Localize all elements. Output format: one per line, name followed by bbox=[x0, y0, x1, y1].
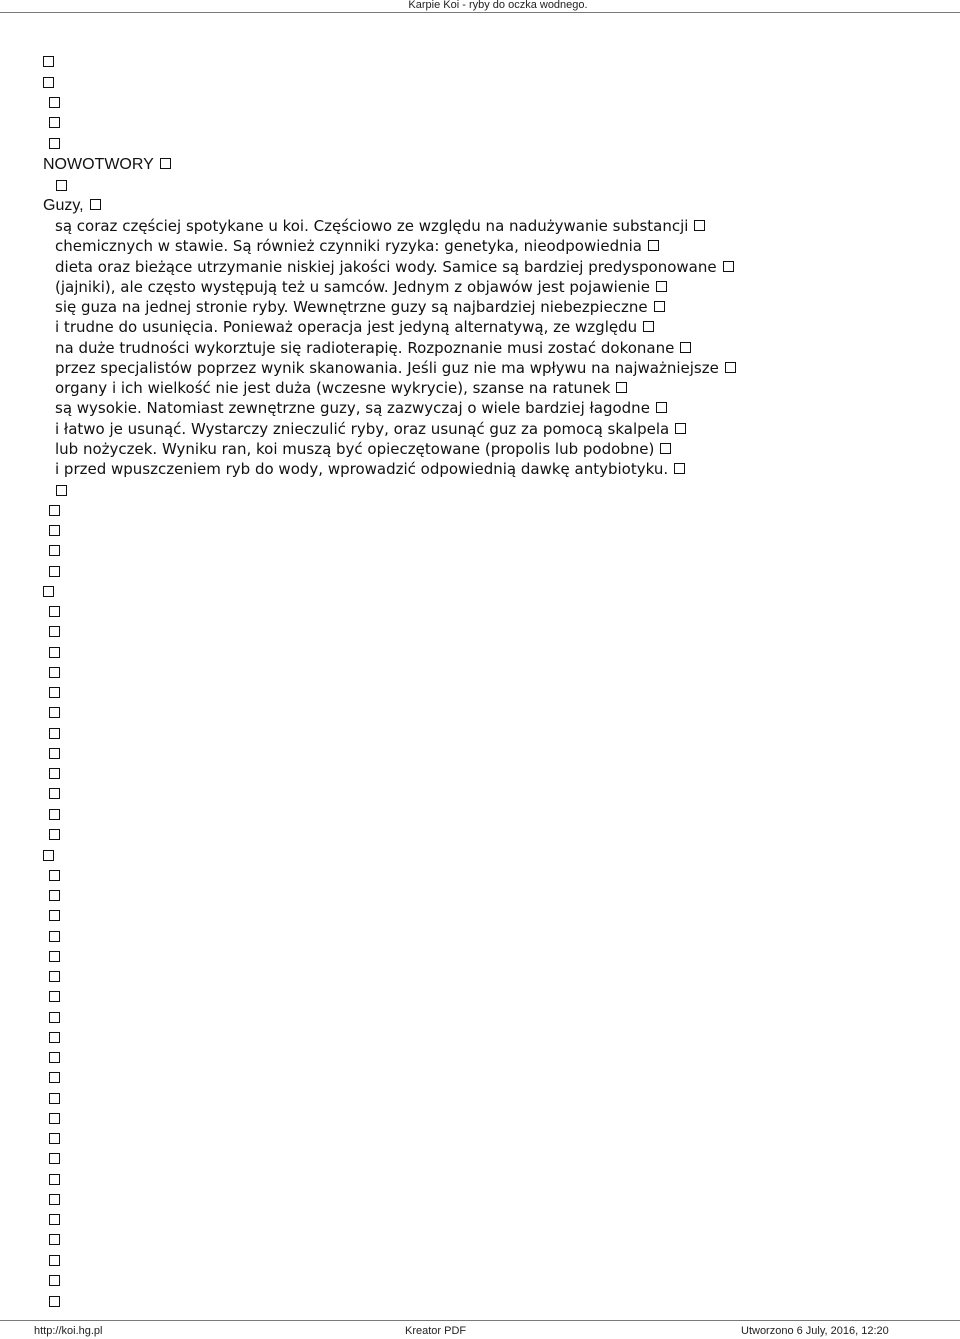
lead-text: Guzy, bbox=[43, 197, 84, 214]
header-title: Karpie Koi - ryby do oczka wodnego. bbox=[408, 0, 588, 11]
placeholder-box bbox=[675, 423, 686, 434]
placeholder-box bbox=[160, 158, 171, 169]
paragraph-line: przez specjalistów poprzez wynik skanowania. Jeśli guz nie ma wpływu na najważniejsze bbox=[55, 358, 736, 378]
paragraph-line: są wysokie. Natomiast zewnętrzne guzy, są zazwyczaj o wiele bardziej łagodne bbox=[55, 398, 667, 418]
placeholder-box bbox=[90, 199, 101, 210]
paragraph-line: i trudne do usunięcia. Ponieważ operacja jest jedyną alternatywą, ze względu bbox=[55, 317, 654, 337]
footer-creator: Kreator PDF bbox=[405, 1325, 467, 1337]
section-heading bbox=[43, 155, 171, 175]
placeholder-box bbox=[656, 281, 667, 292]
paragraph-line: i przed wpuszczeniem ryb do wody, wprowadzić odpowiednią dawkę antybiotyku. bbox=[55, 459, 685, 479]
footer-url: http://koi.hg.pl bbox=[34, 1325, 103, 1337]
placeholder-box bbox=[654, 301, 665, 312]
paragraph-line: (jajniki), ale często występują też u samców. Jednym z objawów jest pojawienie bbox=[55, 277, 667, 297]
paragraph-line: są coraz częściej spotykane u koi. Częściowo ze względu na nadużywanie substancji bbox=[55, 216, 705, 236]
page-footer bbox=[0, 1320, 960, 1339]
paragraph-line: dieta oraz bieżące utrzymanie niskiej jakości wody. Samice są bardziej predysponowane bbox=[55, 257, 734, 277]
footer-created: Utworzono 6 July, 2016, 12:20 bbox=[741, 1325, 889, 1337]
placeholder-box bbox=[674, 463, 685, 474]
paragraph-line: organy i ich wielkość nie jest duża (wczesne wykrycie), szanse na ratunek bbox=[55, 378, 627, 398]
page-header bbox=[0, 0, 960, 13]
lead-line bbox=[43, 196, 101, 216]
paragraph-line: lub nożyczek. Wyniku ran, koi muszą być opieczętowane (propolis lub podobne) bbox=[55, 439, 671, 459]
placeholder-box bbox=[616, 382, 627, 393]
paragraph-line: się guza na jednej stronie ryby. Wewnętrzne guzy są najbardziej niebezpieczne bbox=[55, 297, 665, 317]
placeholder-box bbox=[643, 321, 654, 332]
placeholder-box bbox=[660, 443, 671, 454]
placeholder-box bbox=[694, 220, 705, 231]
placeholder-box bbox=[648, 240, 659, 251]
paragraph-line: na duże trudności wykorztuje się radioterapię. Rozpoznanie musi zostać dokonane bbox=[55, 338, 691, 358]
paragraph-line: i łatwo je usunąć. Wystarczy znieczulić ryby, oraz usunąć guz za pomocą skalpela bbox=[55, 419, 686, 439]
placeholder-box bbox=[680, 342, 691, 353]
placeholder-box bbox=[723, 261, 734, 272]
placeholder-box bbox=[656, 402, 667, 413]
heading-text: NOWOTWORY bbox=[43, 156, 154, 173]
paragraph-line: chemicznych w stawie. Są również czynniki ryzyka: genetyka, nieodpowiednia bbox=[55, 236, 659, 256]
placeholder-box bbox=[725, 362, 736, 373]
